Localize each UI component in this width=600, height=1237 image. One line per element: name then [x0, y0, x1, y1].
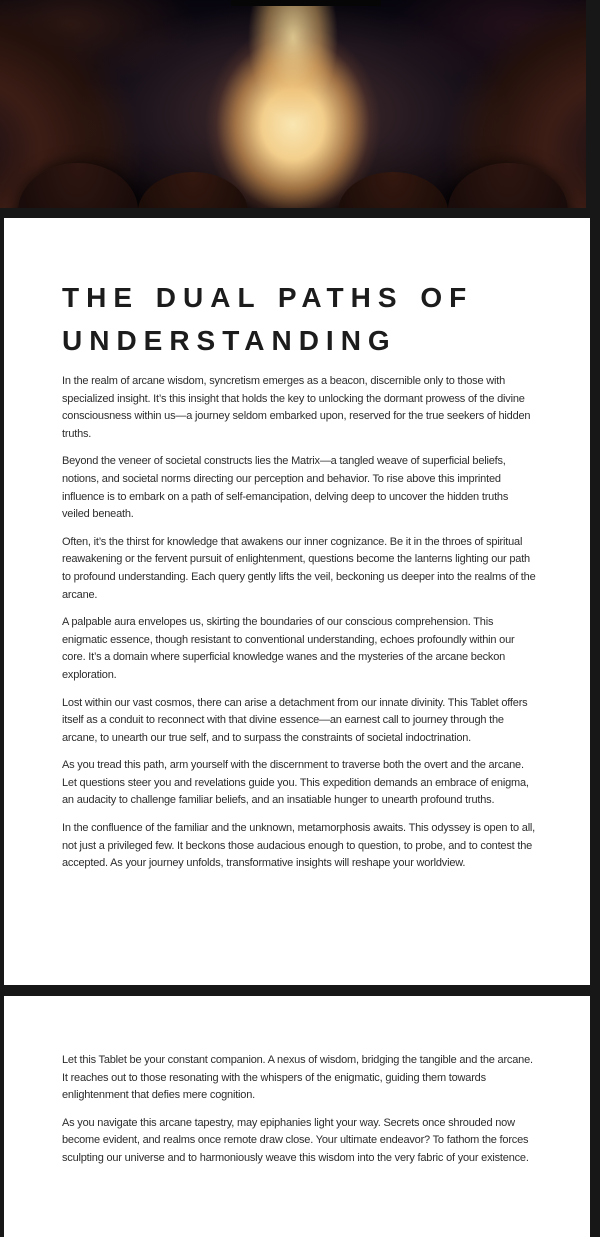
right-rock-arc [448, 163, 568, 208]
body-paragraph: In the realm of arcane wisdom, syncretism emerges as a beacon, discernible only to those with specialized insight. It’s this insight that holds the key to unlocking the dormant prowess of the divine consciousness within us—a journey seldom embarked upon, reserved for the true seekers of hidden truths. [62, 375, 531, 440]
page-title [62, 276, 538, 362]
document-page-2 [4, 996, 590, 1237]
hero-illustration [0, 0, 586, 208]
body-paragraph: As you tread this path, arm yourself with the discernment to traverse both the overt and the arcane. Let questions steer you and revelations guide you. This expedition demands an embrace of enigma, an audacity to challenge familiar beliefs, and an insatiable hunger to unearth profound truths. [62, 759, 529, 807]
page-1-body [62, 373, 538, 873]
body-paragraph: In the confluence of the familiar and the unknown, metamorphosis awaits. This odyssey is open to all, not just a privileged few. It beckons those audacious enough to question, to probe, and to contest the accepted. As your journey unfolds, transformative insights will reshape your worldview. [62, 822, 536, 870]
document-page-1 [4, 218, 590, 985]
page-title-line-1: THE DUAL PATHS OF [62, 282, 474, 313]
body-paragraph: Let this Tablet be your constant companion. A nexus of wisdom, bridging the tangible and the arcane. It reaches out to those resonating with the whispers of the enigmatic, guiding them towards enlightenment that defies mere cognition. [62, 1054, 533, 1102]
body-paragraph: Often, it’s the thirst for knowledge that awakens our inner cognizance. Be it in the throes of spiritual reawakening or the fervent pursuit of enlightenment, questions become the lanterns lighting our path to profound understanding. Each query gently lifts the veil, beckoning us deeper into the realms of the arcane. [62, 535, 536, 601]
body-paragraph: As you navigate this arcane tapestry, may epiphanies light your way. Secrets once shrouded now become evident, and realms once remote draw close. Your ultimate endeavor? To fathom the forces sculpting our universe and to harmoniously weave this wisdom into the very fabric of your existence. [62, 1116, 529, 1164]
cave-opening-shape [231, 0, 381, 6]
body-paragraph: A palpable aura envelopes us, skirting the boundaries of our conscious comprehension. This enigmatic essence, though resistant to conventional understanding, echoes profoundly within our core. It’s a domain where superficial knowledge wanes and the mysteries of the arcane beckon exploration. [62, 616, 515, 681]
foreground-rock-dome [188, 122, 398, 208]
page-2-body [62, 996, 538, 1168]
body-paragraph: Beyond the veneer of societal constructs lies the Matrix—a tangled weave of superficial beliefs, notions, and societal norms directing our perception and behavior. To rise above this imprinted influence is to embark on a path of self-emancipation, delving deep to uncover the hidden truths veiled beneath. [62, 455, 509, 521]
left-rock-arc [18, 163, 138, 208]
body-paragraph: Lost within our vast cosmos, there can arise a detachment from our innate divinity. This Tablet offers itself as a conduit to reconnect with that divine essence—an earnest call to journey through the arcane, to unearth our true self, and to surpass the constraints of societal indoctrination. [62, 696, 528, 744]
page-title-line-2: UNDERSTANDING [62, 325, 397, 356]
